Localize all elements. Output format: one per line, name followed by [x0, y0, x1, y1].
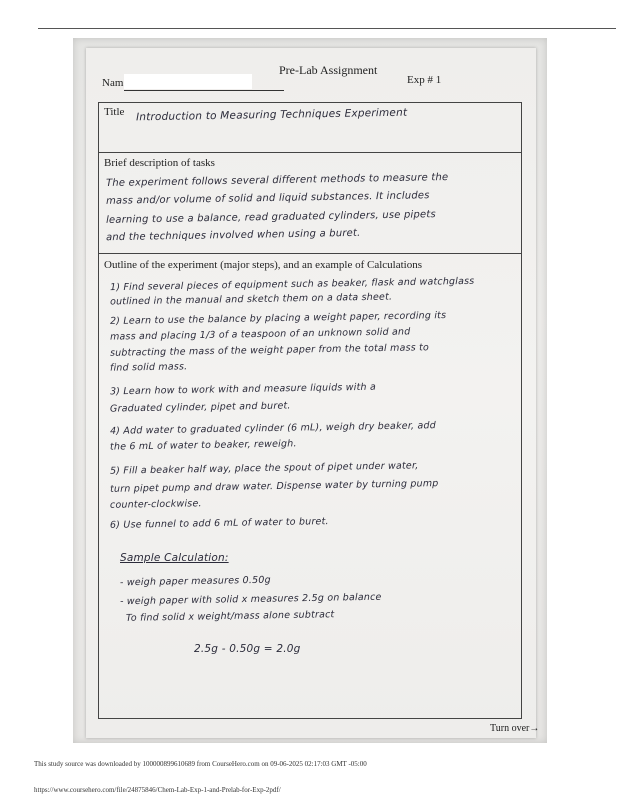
outline-label: Outline of the experiment (major steps), and an example of Calculations	[104, 259, 422, 271]
title-label: Title	[104, 106, 125, 118]
sample-line: - weigh paper with solid x measures 2.5g on balance	[119, 591, 382, 608]
turn-over-label: Turn over→	[490, 723, 540, 734]
outline-line: the 6 mL of water to beaker, reweigh.	[109, 438, 297, 453]
sample-line: - weigh paper measures 0.50g	[119, 574, 271, 589]
title-value: Introduction to Measuring Techniques Experiment	[135, 106, 408, 124]
page-title: Pre-Lab Assignment	[279, 63, 378, 77]
outline-line: 5) Fill a beaker half way, place the spout of pipet under water,	[109, 460, 419, 477]
divider-title	[98, 152, 522, 153]
outline-line: subtracting the mass of the weight paper from the total mass to	[109, 342, 430, 359]
brief-line: mass and/or volume of solid and liquid substances. It includes	[105, 190, 430, 207]
outline-line: turn pipet pump and draw water. Dispense water by turning pump	[109, 478, 439, 495]
brief-line: The experiment follows several different methods to measure the	[105, 172, 449, 189]
sample-line: To find solid x weight/mass alone subtract	[125, 609, 335, 624]
download-notice: This study source was downloaded by 100000899610689 from CourseHero.com on 09-06-2025 02:17:03 GMT -05:00	[34, 760, 367, 768]
outline-line: counter-clockwise.	[109, 498, 202, 511]
sample-heading: Sample Calculation:	[120, 552, 229, 564]
outline-line: 3) Learn how to work with and measure liquids with a	[109, 381, 377, 398]
top-rule	[38, 28, 616, 29]
sample-equation: 2.5g - 0.50g = 2.0g	[194, 643, 301, 655]
outline-line: 4) Add water to graduated cylinder (6 mL), weigh dry beaker, add	[109, 420, 437, 437]
name-redaction	[124, 74, 252, 89]
box-left-border	[98, 102, 99, 719]
brief-label: Brief description of tasks	[104, 157, 215, 169]
name-line	[124, 90, 284, 91]
divider-brief	[98, 253, 522, 254]
outline-line: mass and placing 1/3 of a teaspoon of an unknown solid and	[109, 326, 411, 343]
name-label: Nam	[102, 77, 124, 89]
exp-number: Exp # 1	[407, 74, 442, 86]
box-right-border	[521, 102, 522, 719]
box-top-border	[98, 102, 522, 103]
outline-line: 2) Learn to use the balance by placing a weight paper, recording its	[109, 310, 447, 327]
outline-line: 6) Use funnel to add 6 mL of water to buret.	[109, 516, 329, 531]
box-bottom-border	[98, 718, 522, 719]
brief-line: and the techniques involved when using a buret.	[105, 227, 361, 244]
outline-line: outlined in the manual and sketch them on a data sheet.	[109, 291, 393, 308]
outline-line: find solid mass.	[109, 361, 188, 374]
outline-line: 1) Find several pieces of equipment such as beaker, flask and watchglass	[109, 275, 475, 294]
brief-line: learning to use a balance, read graduated cylinders, use pipets	[105, 209, 437, 226]
outline-line: Graduated cylinder, pipet and buret.	[109, 400, 291, 415]
source-url[interactable]: https://www.coursehero.com/file/24875846/Chem-Lab-Exp-1-and-Prelab-for-Exp-2pdf/	[34, 786, 281, 794]
